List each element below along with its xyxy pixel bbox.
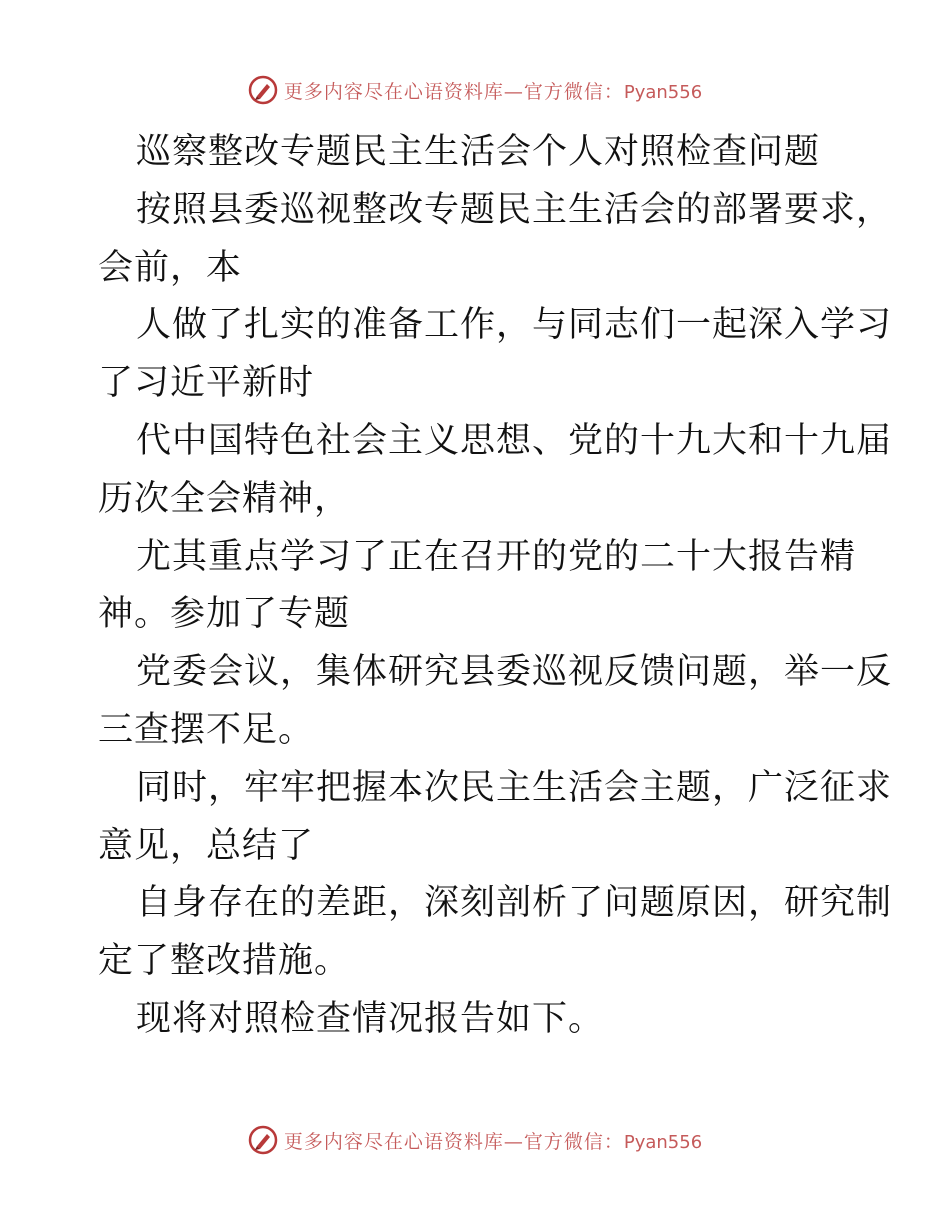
pen-logo-icon xyxy=(248,1125,278,1155)
paragraph-line: 会前，本 xyxy=(98,247,243,288)
paragraph-line: 党委会议，集体研究县委巡视反馈问题，举一反 xyxy=(136,652,893,693)
watermark-text: 更多内容尽在心语资料库—官方微信：Pyan556 xyxy=(283,80,703,103)
paragraph-line: 三查摆不足。 xyxy=(98,709,315,750)
document-title: 巡察整改专题民主生活会个人对照检查问题 xyxy=(136,132,821,172)
paragraph-line: 现将对照检查情况报告如下。 xyxy=(136,998,605,1039)
paragraph-line: 神。参加了专题 xyxy=(98,594,351,635)
watermark-text: 更多内容尽在心语资料库—官方微信：Pyan556 xyxy=(283,1130,703,1153)
paragraph-line: 同时，牢牢把握本次民主生活会主题，广泛征求 xyxy=(136,767,893,808)
paragraph-line: 按照县委巡视整改专题民主生活会的部署要求， xyxy=(136,189,893,230)
paragraph-line: 自身存在的差距，深刻剖析了问题原因，研究制 xyxy=(136,883,893,924)
paragraph-line: 代中国特色社会主义思想、党的十九大和十九届 xyxy=(136,420,893,461)
paragraph-line: 定了整改措施。 xyxy=(98,941,351,982)
document-body xyxy=(98,124,893,1049)
paragraph-line: 尤其重点学习了正在召开的党的二十大报告精 xyxy=(136,536,857,577)
pen-logo-icon xyxy=(248,75,278,105)
footer-watermark xyxy=(0,1120,950,1160)
paragraph-line: 了习近平新时 xyxy=(98,363,315,404)
paragraph-line: 人做了扎实的准备工作，与同志们一起深入学习 xyxy=(136,305,893,346)
paragraph-line: 意见，总结了 xyxy=(98,825,315,866)
paragraph-line: 历次全会精神， xyxy=(98,478,351,519)
header-watermark xyxy=(0,70,950,110)
